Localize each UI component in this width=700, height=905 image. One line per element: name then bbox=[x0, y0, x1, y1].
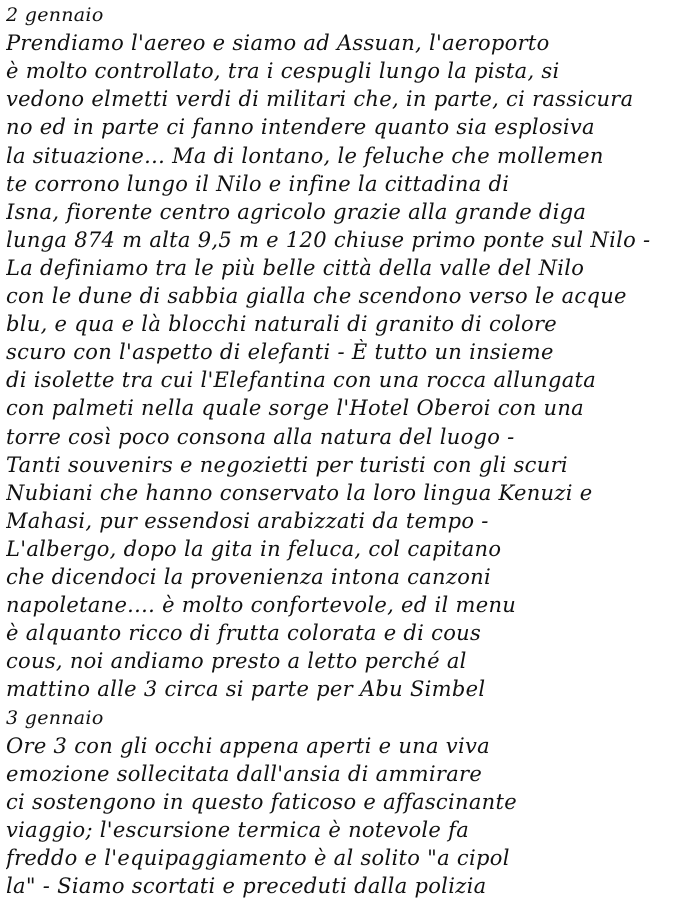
handwritten-line: viaggio; l'escursione termica è notevole fa bbox=[6, 817, 470, 842]
handwritten-line: mattino alle 3 circa si parte per Abu Simbel bbox=[6, 677, 486, 702]
handwritten-line: lunga 874 m alta 9,5 m e 120 chiuse primo ponte sul Nilo - bbox=[6, 227, 651, 252]
handwritten-line: la" - Siamo scortati e preceduti dalla polizia bbox=[6, 874, 487, 899]
handwritten-line: è molto controllato, tra i cespugli lungo la pista, si bbox=[6, 59, 560, 84]
handwritten-line: ci sostengono in questo faticoso e affascinante bbox=[6, 789, 517, 814]
handwritten-line: Nubiani che hanno conservato la loro lingua Kenuzi e bbox=[6, 480, 593, 505]
handwritten-line: Isna, fiorente centro agricolo grazie alla grande diga bbox=[6, 199, 587, 224]
handwritten-line: scuro con l'aspetto di elefanti - È tutto un insieme bbox=[6, 340, 554, 365]
handwritten-line: la situazione... Ma di lontano, le feluche che mollemen bbox=[6, 143, 604, 168]
handwritten-line: freddo e l'equipaggiamento è al solito "a cipol bbox=[6, 846, 510, 870]
handwritten-line: è alquanto ricco di frutta colorata e di cous bbox=[6, 621, 482, 646]
handwritten-line: con palmeti nella quale sorge l'Hotel Oberoi con una bbox=[6, 396, 584, 421]
handwritten-line: La definiamo tra le più belle città della valle del Nilo bbox=[6, 255, 585, 280]
handwritten-line: Ore 3 con gli occhi appena aperti e una viva bbox=[6, 733, 490, 758]
diary-date-heading: 2 gennaio bbox=[6, 4, 104, 26]
handwritten-line: Tanti souvenirs e negozietti per turisti con gli scuri bbox=[6, 452, 568, 477]
handwritten-line: vedono elmetti verdi di militari che, in parte, ci rassicura bbox=[6, 87, 634, 112]
handwritten-line: emozione sollecitata dall'ansia di ammirare bbox=[6, 761, 483, 786]
handwritten-line: no ed in parte ci fanno intendere quanto sia esplosiva bbox=[6, 115, 595, 140]
handwritten-line: torre così poco consona alla natura del luogo - bbox=[6, 424, 515, 449]
handwritten-line: di isolette tra cui l'Elefantina con una rocca allungata bbox=[6, 368, 597, 393]
handwritten-line: napoletane.... è molto confortevole, ed il menu bbox=[6, 593, 517, 618]
handwritten-line: con le dune di sabbia gialla che scendono verso le acque bbox=[6, 284, 627, 308]
diary-date-heading: 3 gennaio bbox=[6, 706, 104, 729]
handwritten-line: te corrono lungo il Nilo e infine la cittadina di bbox=[6, 171, 510, 196]
handwritten-line: che dicendoci la provenienza intona canzoni bbox=[6, 565, 491, 589]
handwritten-line: Mahasi, pur essendosi arabizzati da tempo - bbox=[6, 508, 489, 533]
handwritten-line: L'albergo, dopo la gita in feluca, col capitano bbox=[6, 536, 502, 561]
handwritten-line: cous, noi andiamo presto a letto perché al bbox=[6, 649, 467, 674]
handwritten-line: Prendiamo l'aereo e siamo ad Assuan, l'aeroporto bbox=[6, 31, 550, 56]
handwritten-line: blu, e qua e là blocchi naturali di granito di colore bbox=[6, 312, 558, 337]
